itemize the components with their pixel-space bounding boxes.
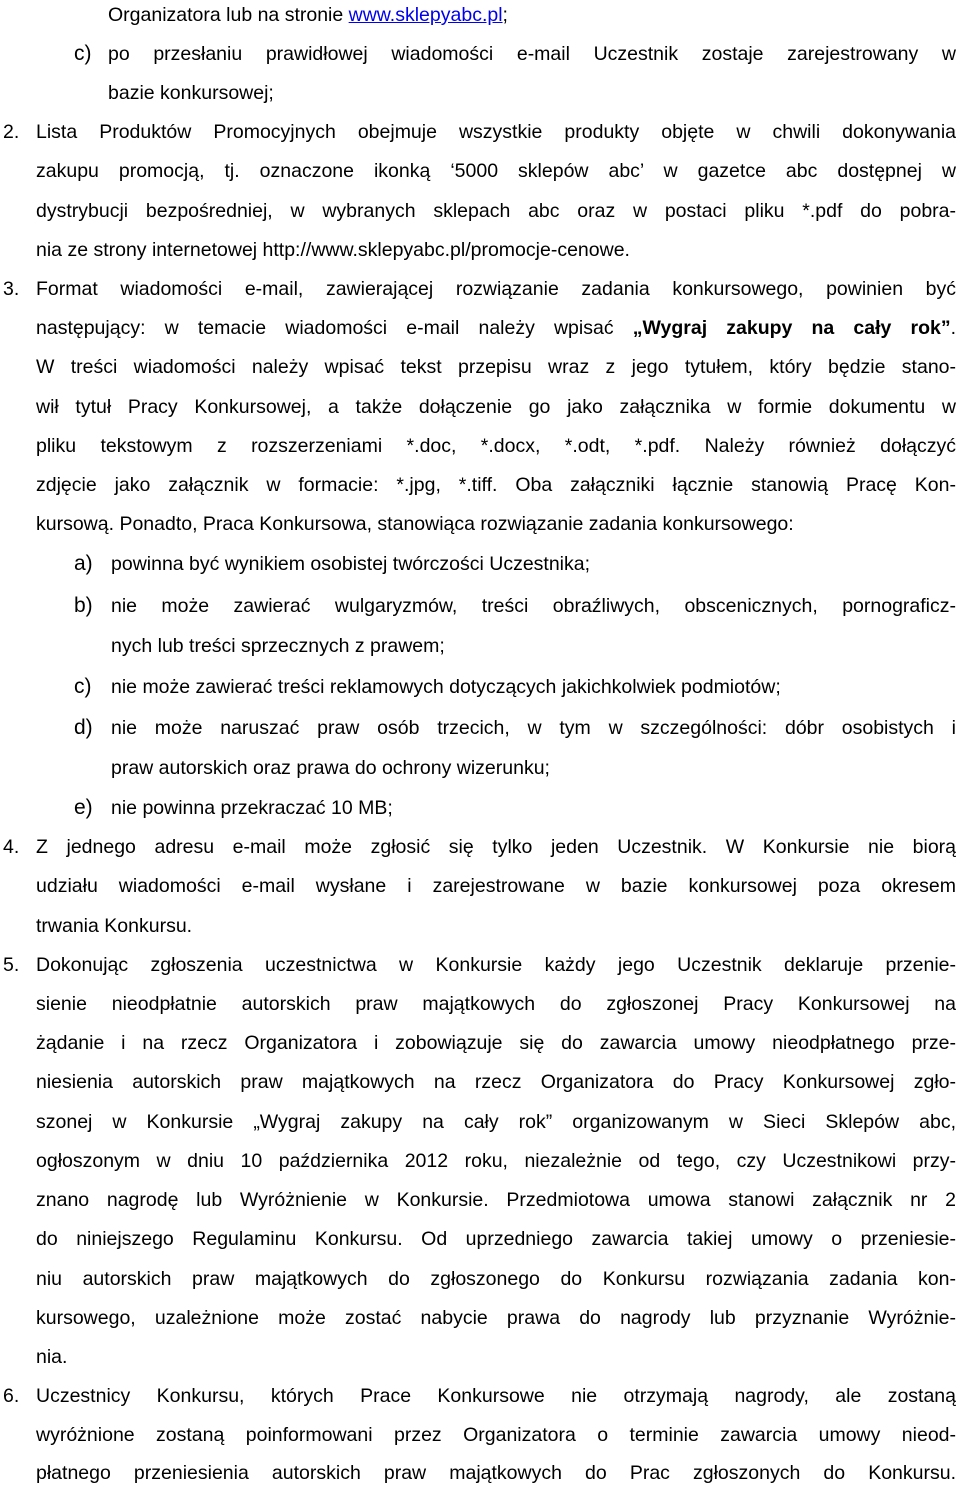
item-d-line: nie może naruszać praw osób trzecich, w tym w szczególności: dóbr osobistych i bbox=[111, 717, 956, 739]
paragraph-number-4: 4. bbox=[3, 836, 20, 858]
paragraph-3-line: pliku tekstowym z rozszerzeniami *.doc, *.docx, *.odt, *.pdf. Należy również dołączyć bbox=[36, 435, 956, 457]
item-label-c: c) bbox=[74, 675, 92, 698]
paragraph-number-3: 3. bbox=[3, 278, 20, 300]
paragraph-6-line: wyróżnione zostaną poinformowani przez Organizatora o terminie zawarcia umowy nieod- bbox=[36, 1424, 956, 1446]
paragraph-number-2: 2. bbox=[3, 121, 20, 143]
item-label-a: a) bbox=[74, 552, 93, 575]
item-c-line: nie może zawierać treści reklamowych dotyczących jakichkolwiek podmiotów; bbox=[111, 676, 781, 698]
item-e-line: nie powinna przekraczać 10 MB; bbox=[111, 797, 393, 819]
paragraph-5-line: nia. bbox=[36, 1346, 68, 1368]
paragraph-2-line: zakupu promocją, tj. oznaczone ikonką ‘5000 sklepów abc’ w gazetce abc dostępnej w bbox=[36, 160, 956, 182]
item-b-line: nie może zawierać wulgaryzmów, treści obraźliwych, obscenicznych, pornograficz- bbox=[111, 595, 956, 617]
paragraph-5-line: do niniejszego Regulaminu Konkursu. Od uprzedniego zawarcia takiej umowy o przeniesie- bbox=[36, 1228, 956, 1250]
paragraph-4-line: udziału wiadomości e-mail wysłane i zarejestrowane w bazie konkursowej poza okresem bbox=[36, 875, 956, 897]
paragraph-4-line: Z jednego adresu e-mail może zgłosić się tylko jeden Uczestnik. W Konkursie nie biorą bbox=[36, 836, 956, 858]
paragraph-6-line: Uczestnicy Konkursu, których Prace Konkursowe nie otrzymają nagrody, ale zostaną bbox=[36, 1385, 956, 1407]
paragraph-3-line: Format wiadomości e-mail, zawierającej rozwiązanie zadania konkursowego, powinien być bbox=[36, 278, 956, 300]
intro-punct: ; bbox=[502, 4, 508, 26]
paragraph-3-line: W treści wiadomości należy wpisać tekst przepisu wraz z jego tytułem, który będzie stano- bbox=[36, 356, 956, 378]
paragraph-5-line: niesienia autorskich praw majątkowych na rzecz Organizatora do Pracy Konkursowej zgło- bbox=[36, 1071, 956, 1093]
paragraph-5-line: niu autorskich praw majątkowych do zgłoszonego do Konkursu rozwiązania zadania kon- bbox=[36, 1268, 956, 1290]
intro-line bbox=[108, 3, 508, 27]
website-link[interactable]: www.sklepyabc.pl bbox=[348, 4, 503, 26]
paragraph-number-5: 5. bbox=[3, 954, 20, 976]
paragraph-6-line: płatnego przeniesienia autorskich praw majątkowych do Prac zgłoszonych do Konkursu. bbox=[36, 1462, 956, 1484]
paragraph-5-line: kursowego, uzależnione może zostać nabycie prawa do nagrody lub przyznanie Wyróżnie- bbox=[36, 1307, 956, 1329]
item-label-e: e) bbox=[74, 796, 93, 819]
item-d-line: praw autorskich oraz prawa do ochrony wizerunku; bbox=[111, 757, 550, 779]
paragraph-3-line: zdjęcie jako załącznik w formacie: *.jpg, *.tiff. Oba załączniki łącznie stanowią Pracę Kon- bbox=[36, 474, 956, 496]
subject-instruction: następujący: w temacie wiadomości e-mail należy wpisać bbox=[36, 317, 633, 339]
paragraph-2-line: Lista Produktów Promocyjnych obejmuje wszystkie produkty objęte w chwili dokonywania bbox=[36, 121, 956, 143]
item-label-b: b) bbox=[74, 594, 93, 617]
item-label-c-prev: c) bbox=[74, 42, 92, 65]
item-c-prev-line: po przesłaniu prawidłowej wiadomości e-mail Uczestnik zostaje zarejestrowany w bbox=[108, 43, 956, 65]
paragraph-number-6: 6. bbox=[3, 1385, 20, 1407]
email-subject-text: „Wygraj zakupy na cały rok” bbox=[632, 317, 951, 339]
paragraph-5-line: znano nagrodę lub Wyróżnienie w Konkursie. Przedmiotowa umowa stanowi załącznik nr 2 bbox=[36, 1189, 956, 1211]
paragraph-5-line: sienie nieodpłatnie autorskich praw majątkowych do zgłoszonej Pracy Konkursowej na bbox=[36, 993, 956, 1015]
paragraph-3-line: wił tytuł Pracy Konkursowej, a także dołączenie go jako załącznika w formie dokumentu w bbox=[36, 396, 956, 418]
paragraph-5-line: ogłoszonym w dniu 10 października 2012 roku, niezależnie od tego, czy Uczestnikowi przy- bbox=[36, 1150, 956, 1172]
paragraph-3-line: kursową. Ponadto, Praca Konkursowa, stanowiąca rozwiązanie zadania konkursowego: bbox=[36, 513, 794, 535]
intro-text: Organizatora lub na stronie bbox=[108, 4, 349, 26]
paragraph-3-line-subject bbox=[36, 316, 956, 340]
item-c-prev-line: bazie konkursowej; bbox=[108, 82, 274, 104]
paragraph-5-line: żądanie i na rzecz Organizatora i zobowiązuje się do zawarcia umowy nieodpłatnego prze- bbox=[36, 1032, 956, 1054]
item-a-line: powinna być wynikiem osobistej twórczości Uczestnika; bbox=[111, 553, 591, 575]
paragraph-4-line: trwania Konkursu. bbox=[36, 915, 193, 937]
paragraph-2-line: dystrybucji bezpośredniej, w wybranych sklepach abc oraz w postaci pliku *.pdf do pobra- bbox=[36, 200, 956, 222]
paragraph-5-line: szonej w Konkursie „Wygraj zakupy na cały rok” organizowanym w Sieci Sklepów abc, bbox=[36, 1111, 956, 1133]
item-b-line: nych lub treści sprzecznych z prawem; bbox=[111, 635, 445, 657]
item-label-d: d) bbox=[74, 716, 93, 739]
paragraph-2-line: nia ze strony internetowej http://www.sklepyabc.pl/promocje-cenowe. bbox=[36, 239, 630, 261]
paragraph-5-line: Dokonując zgłoszenia uczestnictwa w Konkursie każdy jego Uczestnik deklaruje przenie- bbox=[36, 954, 956, 976]
subject-punct: . bbox=[950, 317, 956, 339]
